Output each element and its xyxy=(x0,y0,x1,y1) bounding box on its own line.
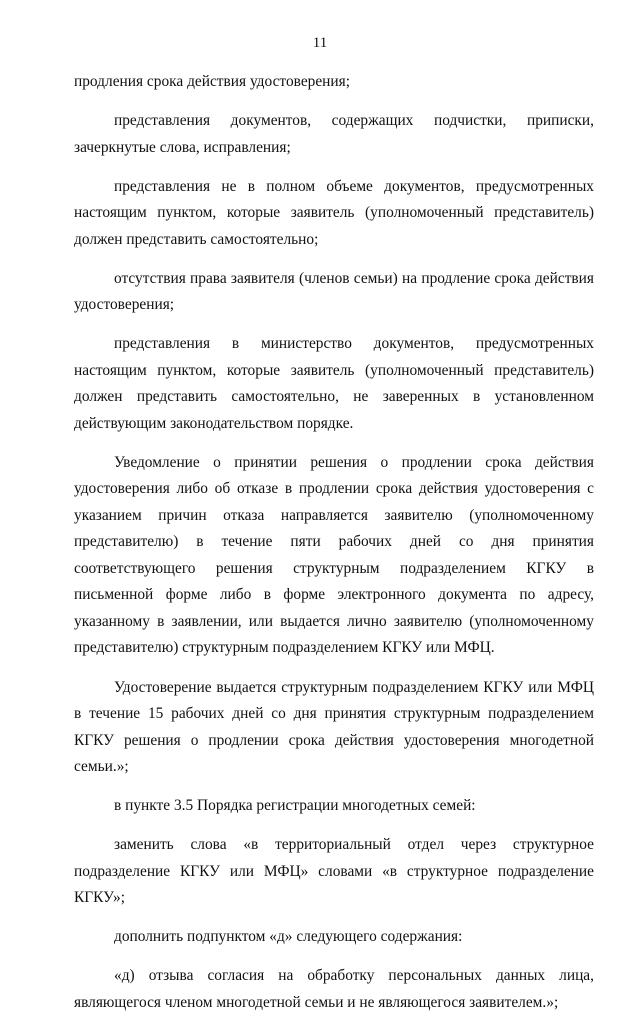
paragraph-extension-term: продления срока действия удостоверения; xyxy=(74,73,351,90)
paragraph-clause-3-5: в пункте 3.5 Порядка регистрации многодетных семей: xyxy=(114,797,476,815)
paragraph-no-right: отсутствия права заявителя (членов семьи) на продление срока действия удостоверения; xyxy=(74,269,594,314)
paragraph-subclause-d: «д) отзыва согласия на обработку персональных данных лица, являющегося членом многодетной семьи и не являющегося заявителем.»; xyxy=(74,967,594,1011)
paragraph-uncertified-documents: представления в министерство документов, предусмотренных настоящим пунктом, которые заявитель (уполномоченный представитель) должен представить самостоятельно, не заверенных в установленном действующим законодательством порядке. xyxy=(74,335,594,432)
paragraph-incomplete-documents: представления не в полном объеме документов, предусмотренных настоящим пунктом, которые заявитель (уполномоченный представитель) должен представить самостоятельно; xyxy=(74,177,594,248)
paragraph-corrected-documents: представления документов, содержащих подчистки, приписки, зачеркнутые слова, исправления; xyxy=(74,112,594,156)
paragraph-replace-words: заменить слова «в территориальный отдел через структурное подразделение КГКУ или МФЦ» словами «в структурное подразделение КГКУ»; xyxy=(74,836,594,907)
page-number: 11 xyxy=(312,35,328,51)
paragraph-add-subclause: дополнить подпунктом «д» следующего содержания: xyxy=(114,928,463,946)
paragraph-decision-notice: Уведомление о принятии решения о продлении срока действия удостоверения либо об отказе в продлении срока действия удостоверения с указанием причин отказа направляется заявителю (уполномоченному представителю) в течение пяти рабочих дней со дня принятия соответствующего решения структурным подразделением КГКУ в письменной форме либо в форме электронного документа по адресу, указанному в заявлении, или выдается лично заявителю (уполномоченному представителю) структурным подразделением КГКУ или МФЦ. xyxy=(74,453,594,657)
paragraph-certificate-issuance: Удостоверение выдается структурным подразделением КГКУ или МФЦ в течение 15 рабочих дней со дня принятия структурным подразделением КГКУ решения о продлении срока действия удостоверения многодетной семьи.»; xyxy=(74,678,594,776)
document-body xyxy=(74,69,594,1029)
